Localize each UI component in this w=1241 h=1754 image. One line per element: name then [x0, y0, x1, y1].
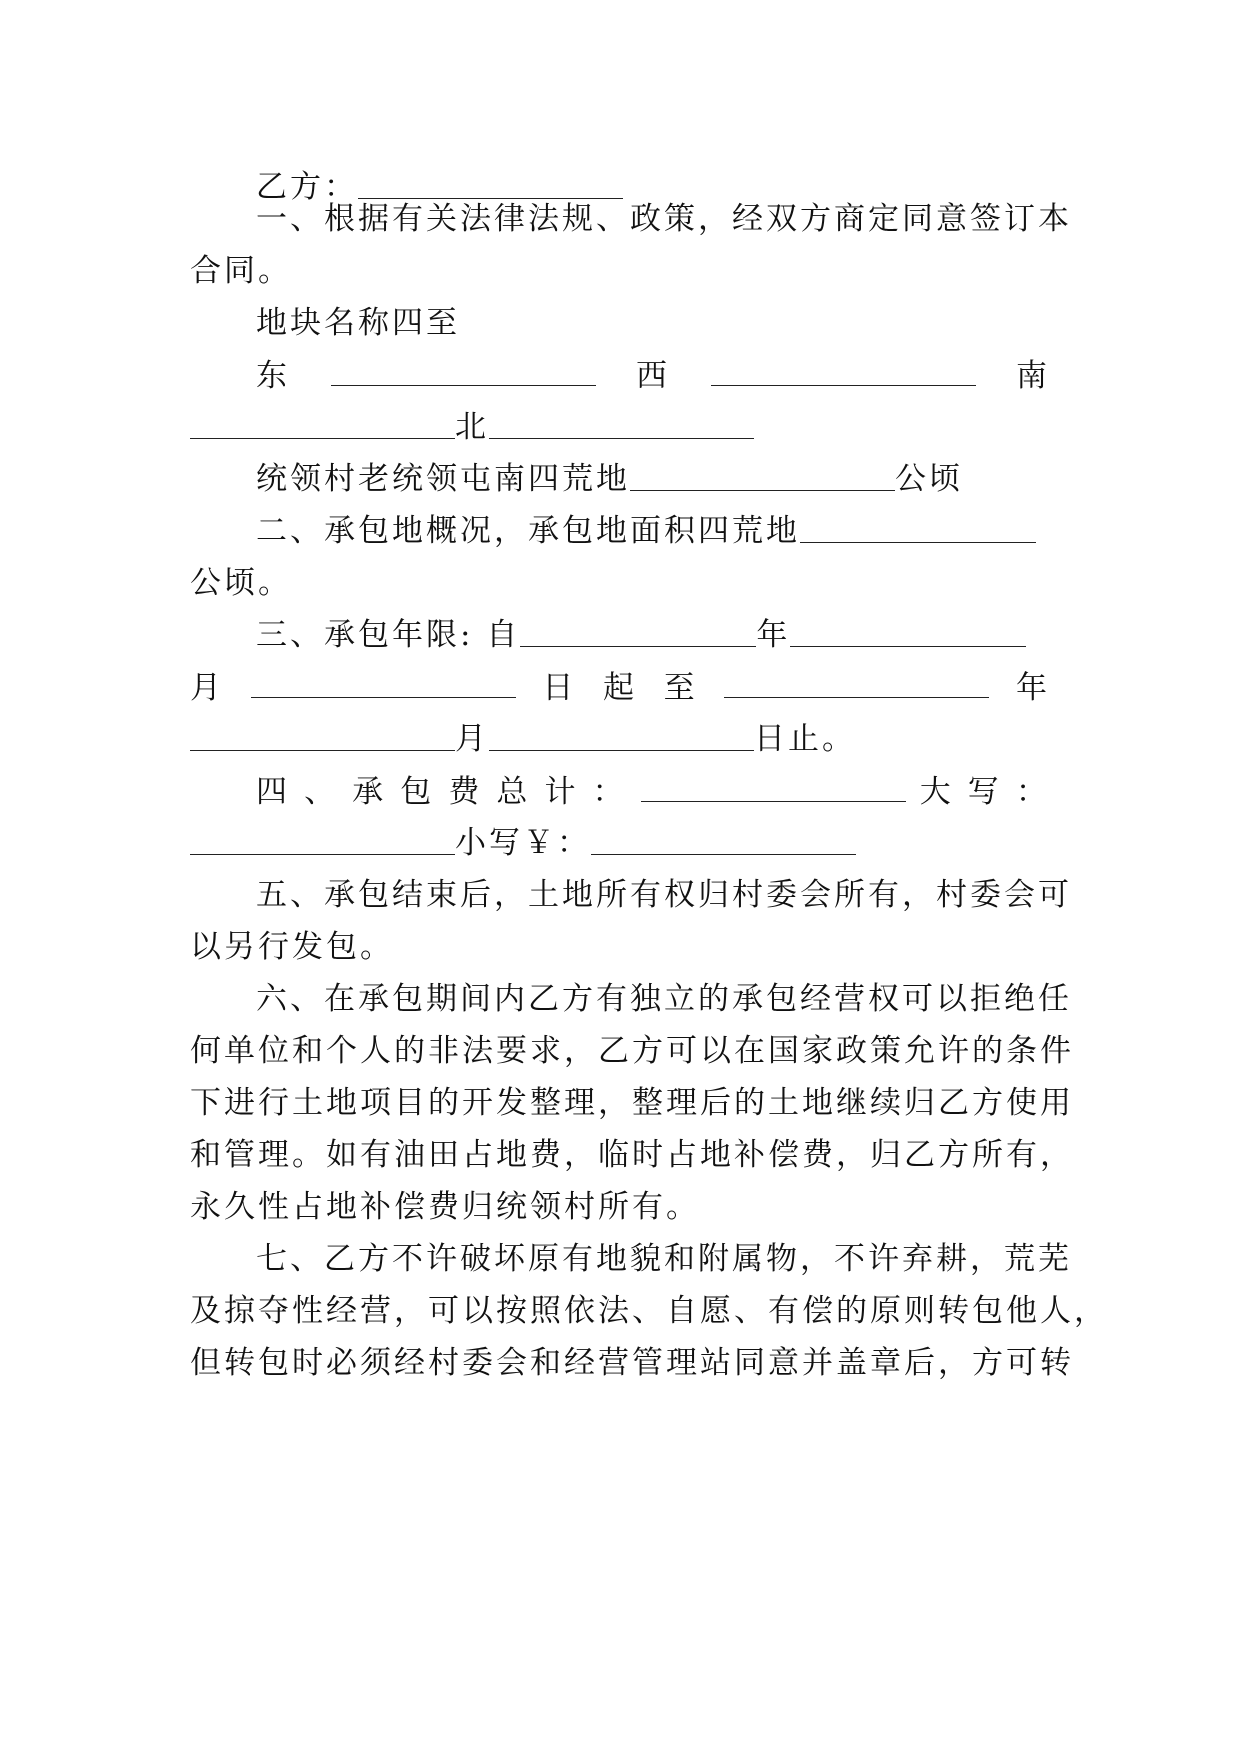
- end-day-blank[interactable]: [489, 720, 754, 751]
- total-fee-blank[interactable]: [641, 771, 906, 802]
- amount-in-figures-blank[interactable]: [591, 824, 856, 855]
- boundaries-row-2: 北: [190, 407, 1050, 447]
- start-year-blank[interactable]: [520, 616, 756, 647]
- clause-2-line-2: 公顷。: [190, 565, 292, 601]
- clause-4-line-1: 四 、 承 包 费 总 计 ： 大 写 ：: [190, 771, 1050, 812]
- east-blank[interactable]: [331, 355, 596, 386]
- clause-7-line-1: 七、乙方不许破坏原有地貌和附属物，不许弃耕，荒芜: [256, 1241, 1072, 1277]
- start-month-blank[interactable]: [790, 616, 1026, 647]
- clause-3-line-1: 三、承包年限: 自 年: [190, 615, 1050, 655]
- start-day-blank[interactable]: [251, 667, 516, 698]
- area-location-line: 统领村老统领屯南四荒地 公顷: [256, 461, 963, 497]
- party-b-line: 乙方：: [190, 167, 1050, 207]
- clause-6-line-2: 何单位和个人的非法要求，乙方可以在国家政策允许的条件: [190, 1033, 1074, 1069]
- clause-3-line-2: 月 日 起 至 年: [190, 667, 1050, 708]
- west-blank[interactable]: [711, 355, 976, 386]
- boundaries-row-1: 东 西 南: [190, 355, 1050, 396]
- clause-2-line-1: 二、承包地概况，承包地面积四荒地: [190, 511, 1050, 551]
- end-year-blank[interactable]: [724, 667, 989, 698]
- clause-6-line-1: 六、在承包期间内乙方有独立的承包经营权可以拒绝任: [256, 981, 1072, 1017]
- area-blank[interactable]: [630, 460, 895, 491]
- clause-7-line-2: 及掠夺性经营，可以按照依法、自愿、有偿的原则转包他人，: [190, 1293, 1108, 1329]
- north-blank[interactable]: [489, 408, 754, 439]
- contract-area-blank[interactable]: [800, 512, 1036, 543]
- clause-7-line-3: 但转包时必须经村委会和经营管理站同意并盖章后，方可转: [190, 1345, 1074, 1381]
- amount-in-words-blank[interactable]: [190, 824, 455, 855]
- clause-5-line-2: 以另行发包。: [190, 929, 394, 965]
- clause-5-line-1: 五、承包结束后，土地所有权归村委会所有，村委会可: [256, 877, 1072, 913]
- clause-3-line-3: 月 日止。: [190, 719, 1050, 759]
- clause-1-line-2: 合同。: [190, 253, 292, 289]
- plot-boundaries-heading: 地块名称四至: [256, 305, 460, 341]
- clause-6-line-3: 下进行土地项目的开发整理，整理后的土地继续归乙方使用: [190, 1085, 1074, 1121]
- clause-4-line-2: 小写￥：: [190, 823, 1050, 863]
- clause-1-line-1: 一、根据有关法律法规、政策，经双方商定同意签订本: [256, 201, 1072, 237]
- party-b-blank[interactable]: [358, 168, 623, 199]
- south-blank[interactable]: [190, 408, 455, 439]
- end-month-blank[interactable]: [190, 720, 455, 751]
- clause-6-line-5: 永久性占地补偿费归统领村所有。: [190, 1189, 700, 1225]
- clause-6-line-4: 和管理。如有油田占地费，临时占地补偿费，归乙方所有，: [190, 1137, 1074, 1173]
